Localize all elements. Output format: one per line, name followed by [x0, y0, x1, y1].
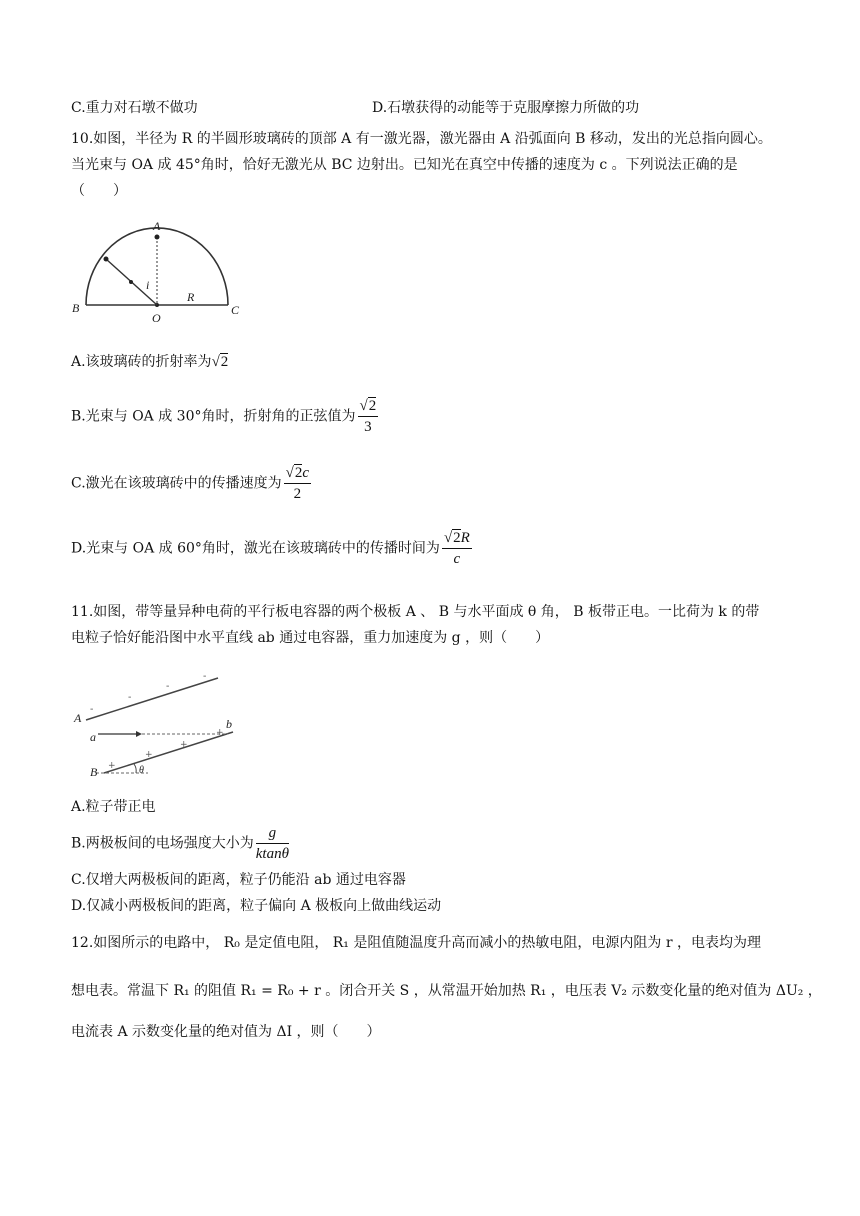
- q10-semicircle-figure: [68, 215, 248, 325]
- q10-option-d: D.光束与 OA 成 60°角时，激光在该玻璃砖中的传播时间为 $\frac{√2R}{c}$: [71, 530, 470, 567]
- q11-capacitor-figure: [68, 668, 248, 783]
- q11-option-a: A.粒子带正电: [71, 799, 156, 815]
- q11-label-a: a: [90, 730, 96, 744]
- q10-label-o: O: [152, 311, 161, 325]
- q10-label-i: i: [146, 278, 150, 292]
- q11-label-plate-a: A: [74, 711, 82, 725]
- svg-text:+: +: [108, 761, 116, 771]
- q12-stem-line3: 电流表 A 示数变化量的绝对值为 ΔI ，则（ ）: [71, 1024, 381, 1040]
- svg-text:+: +: [216, 728, 224, 738]
- q11-stem-line2: 电粒子恰好能沿图中水平直线 ab 通过电容器，重力加速度为 g ，则（ ）: [71, 630, 550, 646]
- q11-stem-line1: 11.如图，带等量异种电荷的平行板电容器的两个极板 A 、 B 与水平面成 θ 角， B 板带正电。一比荷为 k 的带: [71, 604, 760, 620]
- q12-stem-line2: 想电表。常温下 R₁ 的阻值 R₁ = R₀ + r 。闭合开关 S ，从常温开始加热 R₁ ，电压表 V₂ 示数变化量的绝对值为 ΔU₂ ，: [71, 983, 822, 999]
- q10-label-b: B: [72, 301, 80, 315]
- q10-option-c: C.激光在该玻璃砖中的传播速度为 $\frac{√2c}{2}$: [71, 465, 310, 502]
- svg-text:-: -: [128, 692, 132, 703]
- svg-text:+: +: [180, 740, 188, 750]
- q11-label-theta: θ: [139, 765, 144, 776]
- q11-label-b: b: [226, 717, 232, 731]
- svg-text:-: -: [166, 681, 170, 692]
- q9-option-c: C.重力对石墩不做功: [71, 100, 198, 116]
- q10-label-c: C: [231, 303, 240, 317]
- q10-label-r: R: [187, 290, 195, 304]
- q10-option-a: A.该玻璃砖的折射率为√2: [71, 354, 229, 370]
- svg-text:-: -: [203, 671, 207, 682]
- q10-stem-line1: 10.如图，半径为 R 的半圆形玻璃砖的顶部 A 有一激光器，激光器由 A 沿弧面向 B 移动，发出的光总指向圆心。: [71, 131, 772, 147]
- q11-option-d: D.仅减小两极板间的距离，粒子偏向 A 极板向上做曲线运动: [71, 898, 442, 914]
- q9-option-d: D.石墩获得的动能等于克服摩擦力所做的功: [372, 100, 640, 116]
- q10-option-b: B.光束与 OA 成 30°角时，折射角的正弦值为 $\frac{√2}{3}$: [71, 398, 377, 435]
- q10-stem-line2: 当光束与 OA 成 45°角时，恰好无激光从 BC 边射出。已知光在真空中传播的速度为 c 。下列说法正确的是: [71, 157, 738, 173]
- svg-text:+: +: [145, 750, 153, 760]
- svg-text:-: -: [90, 704, 94, 715]
- q10-paren: （ ）: [71, 183, 127, 199]
- q11-option-c: C.仅增大两极板间的距离，粒子仍能沿 ab 通过电容器: [71, 872, 406, 888]
- q10-label-a: A: [153, 219, 161, 233]
- q11-option-b: B.两极板间的电场强度大小为 $\frac{g}{ktan\theta}$: [71, 825, 289, 862]
- q12-stem-line1: 12.如图所示的电路中， R₀ 是定值电阻， R₁ 是阻值随温度升高而减小的热敏电阻，电源内阻为 r ，电表均为理: [71, 935, 761, 951]
- q11-label-plate-b: B: [90, 765, 98, 779]
